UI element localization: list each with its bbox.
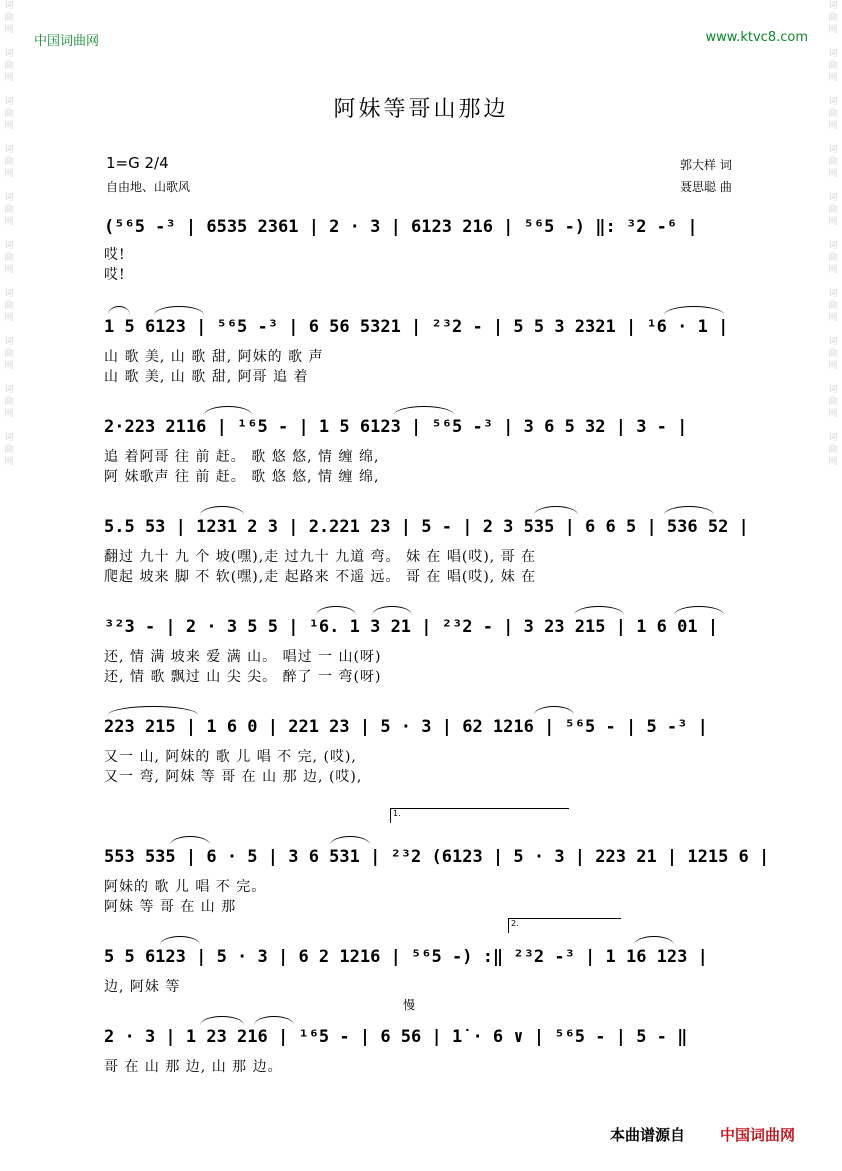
- composer-credit: 聂思聪 曲: [680, 180, 732, 194]
- lyrics-verse-2: 阿 妹歌声 往 前 赶。 歌 悠 悠, 情 缠 绵,: [104, 469, 380, 485]
- lyrics-verse-2: 爬起 坡来 脚 不 软(嘿),走 起路来 不遥 远。 哥 在 唱(哎), 妹 在: [104, 569, 537, 585]
- lyrics-verse-1: 边, 阿妹 等: [104, 979, 181, 995]
- lyrics-verse-1: 山 歌 美, 山 歌 甜, 阿妹的 歌 声: [104, 349, 324, 365]
- lyrics-verse-2: 山 歌 美, 山 歌 甜, 阿哥 追 着: [104, 369, 309, 385]
- site-url-right[interactable]: www.ktvc8.com: [705, 30, 808, 45]
- key-signature: 1=G 2/4: [106, 154, 169, 172]
- lyrics-verse-2: 阿妹 等 哥 在 山 那: [104, 899, 237, 915]
- notation-line: 223 215 | 1 6 0 | 221 23 | 5 · 3 | 62 1216 | ⁵⁶5 - | 5 -³ |: [104, 717, 708, 737]
- notation-line: ³²3 - | 2 · 3 5 5 | ¹6. 1 3 21 | ²³2 - | 3 23 215 | 1 6 01 |: [104, 617, 719, 637]
- site-name-left[interactable]: 中国词曲网: [34, 34, 100, 49]
- lyrics-verse-1: 哎!: [104, 247, 126, 263]
- source-site-link[interactable]: 中国词曲网: [720, 1126, 796, 1144]
- song-title: 阿妹等哥山那边: [333, 97, 509, 122]
- tempo-slow-mark: 慢: [403, 998, 416, 1012]
- volta-first-ending: 1.: [390, 808, 569, 823]
- lyrics-verse-2: 还, 情 歌 飘过 山 尖 尖。 醉了 一 弯(呀): [104, 669, 382, 685]
- notation-line: (⁵⁶5 -³ | 6535 2361 | 2 · 3 | 6123 216 | ⁵⁶5 -) ‖: ³2 -⁶ |: [104, 217, 698, 237]
- notation-line: 553 535 | 6 · 5 | 3 6 531 | ²³2 (6123 | 5 · 3 | 223 21 | 1215 6 |: [104, 847, 770, 867]
- lyrics-verse-1: 阿妹的 歌 儿 唱 不 完。: [104, 879, 267, 895]
- notation-line: 5.5 53 | 1231 2 3 | 2.221 23 | 5 - | 2 3 535 | 6 6 5 | 536 52 |: [104, 517, 749, 537]
- lyrics-verse-1: 还, 情 满 坡来 爱 满 山。 唱过 一 山(呀): [104, 649, 382, 665]
- lyrics-verse-2: 又一 弯, 阿妹 等 哥 在 山 那 边, (哎),: [104, 769, 363, 785]
- lyrics-verse-1: 又一 山, 阿妹的 歌 儿 唱 不 完, (哎),: [104, 749, 357, 765]
- lyricist-credit: 郭大样 词: [680, 158, 732, 172]
- notation-line: 5 5 6123 | 5 · 3 | 6 2 1216 | ⁵⁶5 -) :‖ ²³2 -³ | 1 16 123 |: [104, 947, 708, 967]
- volta-second-ending: 2.: [508, 918, 621, 933]
- lyrics-verse-2: 哎!: [104, 267, 126, 283]
- notation-line: 1 5 6123 | ⁵⁶5 -³ | 6 56 5321 | ²³2 - | 5 5 3 2321 | ¹6 · 1 |: [104, 317, 729, 337]
- lyrics-verse-1: 追 着阿哥 往 前 赶。 歌 悠 悠, 情 缠 绵,: [104, 449, 380, 465]
- watermark-left: 词曲网 词曲网 词曲网 词曲网 词曲网 词曲网 词曲网 词曲网 词曲网 词曲网: [4, 1, 14, 467]
- notation-line: 2·223 2116 | ¹⁶5 - | 1 5 6123 | ⁵⁶5 -³ | 3 6 5 32 | 3 - |: [104, 417, 688, 437]
- watermark-right: 词曲网 词曲网 词曲网 词曲网 词曲网 词曲网 词曲网 词曲网 词曲网 词曲网: [828, 1, 838, 467]
- lyrics-verse-1: 哥 在 山 那 边, 山 那 边。: [104, 1059, 283, 1075]
- tempo-marking: 自由地、山歌风: [106, 180, 191, 194]
- notation-line: 2 · 3 | 1 23 216 | ¹⁶5 - | 6 56 | 1̇ · 6 ∨ | ⁵⁶5 - | 5 - ‖: [104, 1027, 688, 1047]
- lyrics-verse-1: 翻过 九十 九 个 坡(嘿),走 过九十 九道 弯。 妹 在 唱(哎), 哥 在: [104, 549, 537, 565]
- source-label: 本曲谱源自: [610, 1126, 686, 1144]
